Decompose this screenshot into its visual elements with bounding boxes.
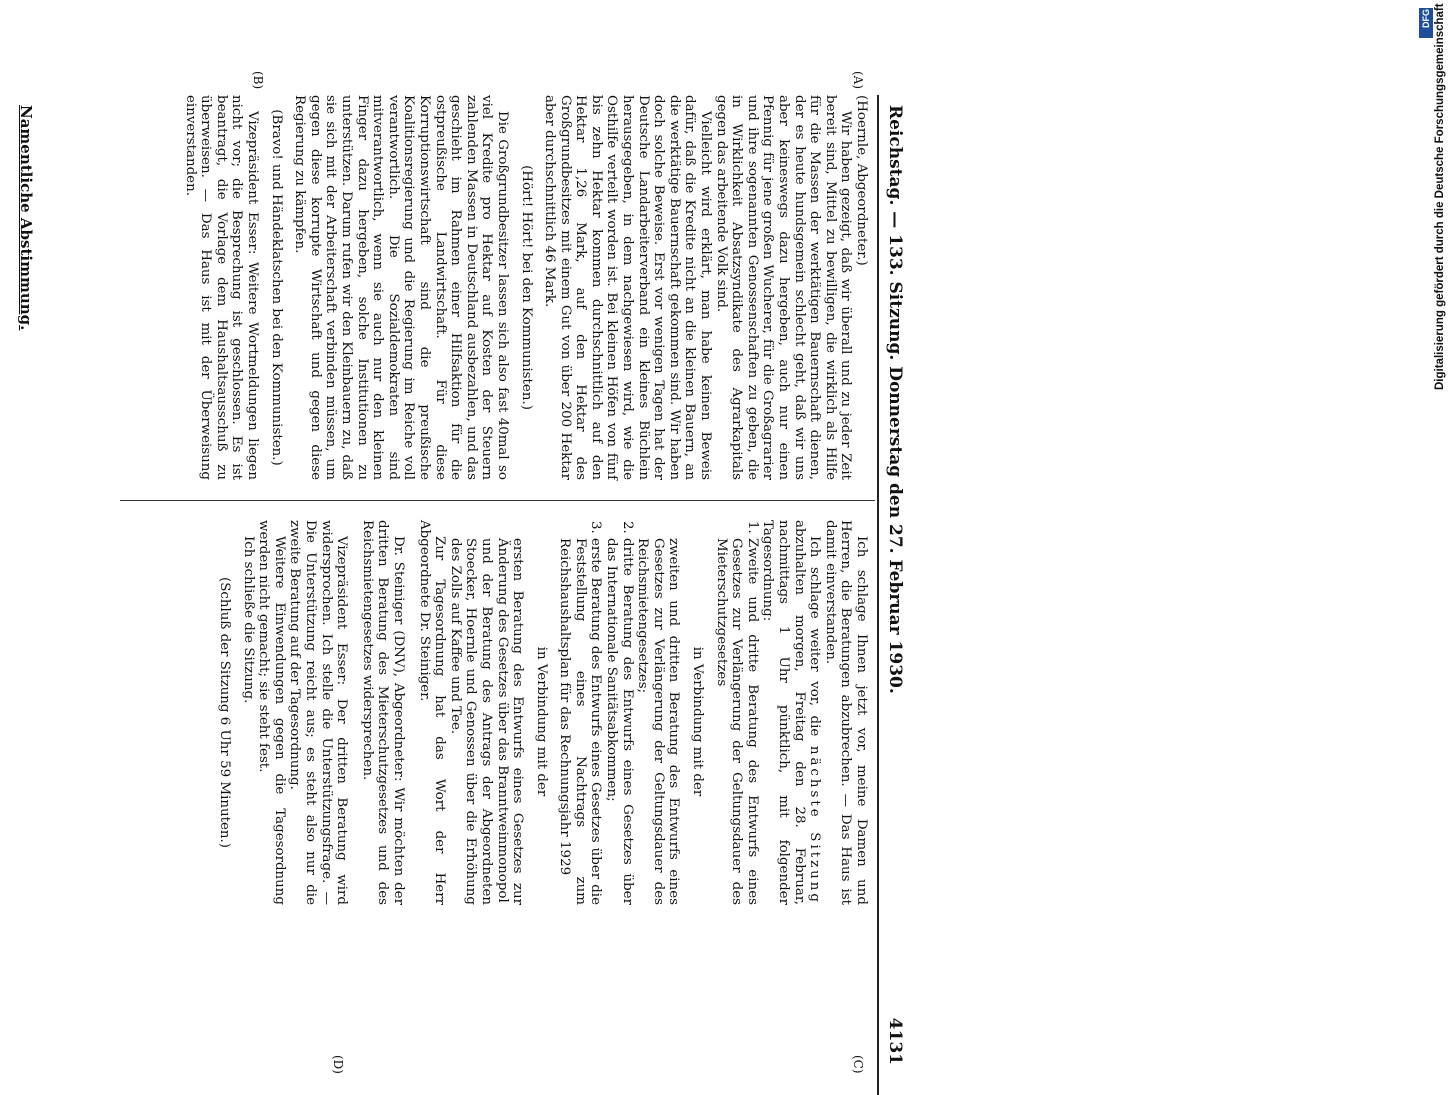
- closing-note: (Schluß der Sitzung 6 Uhr 59 Minuten.): [217, 576, 233, 849]
- speaker-line: (Hoernle, Abgeordneter.): [854, 95, 869, 266]
- credit-text: Digitalisierung gefördert durch die Deutsche Forschungsgemeinschaft: [1434, 3, 1446, 390]
- logo-text: DFG: [1421, 9, 1431, 28]
- side-credit: [1420, 3, 1446, 995]
- page-header: [879, 95, 905, 1095]
- agenda-item-continuation: ersten Beratung des Entwurfs eines Gesetzes zur Änderung des Gesetzes über das Branntweinmonopol: [494, 538, 526, 905]
- agenda-item-continuation: und der Beratung des Antrags der Abgeordneten Stoecker, Hoernle und Genossen über die Erhöhung des Zolls auf Kaffee und Tee.: [447, 538, 494, 905]
- section-heading: Namentliche Abstimmung.: [17, 105, 35, 331]
- rotated-page: [5, 71, 905, 1095]
- paragraph: [760, 520, 822, 905]
- margin-marker-c: (C): [851, 1055, 865, 1074]
- text-run: Ich schlage weiter vor, die: [807, 536, 823, 737]
- agenda-list: [447, 520, 760, 905]
- page-number: 4131: [885, 1017, 905, 1065]
- interjection: (Hört! Hört! bei den Kommunisten.): [518, 165, 534, 410]
- agenda-item-continuation: zweiten und dritten Beratung des Entwurfs eines Gesetzes zur Verlängerung der Geltungsdauer des Reichsmietengesetzes;: [635, 538, 682, 905]
- paragraph: Vizepräsident Esser: Der dritten Beratung wird widersprochen. Ich stelle die Unterstützungsfrage. — Die Unterstützung reicht aus; es steht also nur die zweite Beratung auf der Tagesordnung.: [287, 520, 350, 905]
- paragraph: Ich schlage Ihnen jetzt vor, meine Damen und Herren, die Beratungen abzubrechen. — Das Haus ist damit einverstanden.: [822, 520, 869, 905]
- paragraph: Dr. Steiniger (DNV), Abgeordneter: Wir möchten der dritten Beratung des Mieterschutzgesetzes und des Reichsmietengesetzes widersprechen.: [359, 520, 406, 905]
- connector-line: in Verbindung mit der: [533, 646, 549, 797]
- agenda-item-text: erste Beratung des Entwurfs eines Gesetzes über die Feststellung eines Nachtrags zum Reichshaushaltsplan für das Rechnungsjahr 1929: [557, 538, 604, 905]
- header-title: Reichstag. — 133. Sitzung. Donnerstag den 27. Februar 1930.: [885, 105, 905, 694]
- agenda-item-text: dritte Beratung des Entwurfs eines Gesetzes über das Internationale Sanitätsabkommen;: [604, 538, 635, 905]
- paragraph: Ich schließe die Sitzung.: [240, 536, 256, 704]
- margin-marker-b: (B): [251, 71, 265, 90]
- left-column: [182, 95, 869, 480]
- margin-marker-d: (D): [331, 1055, 345, 1074]
- agenda-item-text: Zweite und dritte Beratung des Entwurfs eines Gesetzes zur Verlängerung der Geltungsdauer des Mieterschutzgesetzes: [713, 538, 760, 905]
- paragraph: Zur Tagesordnung hat das Wort der Herr Abgeordnete Dr. Steiniger.: [416, 520, 448, 905]
- paragraph: Die Großgrundbesitzer lassen sich also fast 40mal so viel Kredite pro Hektar auf Kosten der Steuern zahlenden Massen in Deutschland ausbezahlen, und das geschieht im Rahmen einer Hilfsaktion für die ostpreußische Landwirtschaft. Für diese Korruptionswirtschaft sind die preußische Koalitionsregierung und die Regierung im Reiche voll verantwortlich. Die Sozialdemokraten sind mitverantwortlich, wenn sie auch nur den kleinen Finger dazu hergeben, solche Institutionen zu unterstützen. Darum rufen wir den Kleinbauern zu, daß sie sich mit der Arbeiterschaft verbinden müssen, um gegen diese korrupte Wirtschaft und gegen diese Regierung zu kämpfen.: [292, 95, 510, 480]
- header-rule: [877, 95, 879, 1095]
- connector-line: in Verbindung mit der: [690, 646, 706, 797]
- spaced-text: nächste Sitzung: [807, 745, 823, 905]
- paragraph: Wir haben gezeigt, daß wir überall und zu jeder Zeit bereit sind, Mittel zu bewilligen, die wirklich als Hilfe für die Massen der werktätigen Bauernschaft dienen, der es heute hundsgemein schlecht geht, daß wir uns aber keineswegs dazu hergeben, auch nur einen Pfennig für jene großen Wucherer, für die Großagrarier und ihre sogenannten Genossenschaften zu geben, die in Wirklichkeit Absatzsyndikate des Agrarkapitals gegen das arbeitende Volk sind.: [713, 95, 854, 480]
- agenda-item: [447, 538, 603, 905]
- right-column: [208, 520, 869, 905]
- paragraph: Vielleicht wird erklärt, man habe keinen Beweis dafür, daß die Kredite nicht an die kleinen Bauern, an die werktätige Bauernschaft gekommen sind. Wir haben doch solche Beweise. Erst vor wenigen Tagen hat der Deutsche Landarbeiterverband ein kleines Büchlein herausgegeben, in dem nachgewiesen wird, wie die Osthilfe verteilt worden ist. Bei kleinen Höfen von fünf bis zehn Hektar kommen durchschnittlich auf den Hektar 1,26 Mark, auf den Hektar des Großgrundbesitzes mit einem Gut von über 200 Hektar aber durchschnittlich 46 Mark.: [542, 95, 714, 480]
- margin-marker-a: (A): [851, 71, 865, 90]
- paragraph: Weitere Einwendungen gegen die Tagesordnung werden nicht gemacht; sie steht fest.: [256, 520, 287, 905]
- interjection: (Bravo! und Händeklatschen bei den Kommunisten.): [268, 109, 284, 466]
- column-divider: [120, 500, 875, 501]
- agenda-item: [604, 538, 635, 905]
- paragraph: Vizepräsident Esser: Weitere Wortmeldungen liegen nicht vor; die Besprechung ist geschlossen. Es ist beantragt, die Vorlage dem Haushaltsausschuß zu überweisen. — Das Haus ist mit der Überweisung einverstanden.: [182, 95, 261, 480]
- agenda-item: [635, 538, 760, 905]
- text-run: abzuhalten morgen, Freitag den 28. Februar, nachmittags 1 Uhr pünktlich, mit folgender Tagesordnung:: [760, 520, 807, 905]
